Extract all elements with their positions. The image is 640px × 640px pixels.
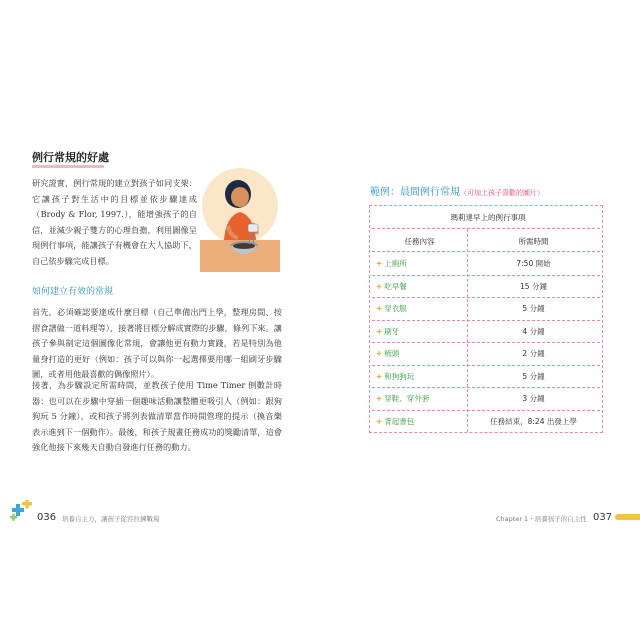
- time-cell: 3 分鐘: [522, 394, 545, 403]
- time-cell: 2 分鐘: [522, 349, 545, 358]
- task-label: 穿衣服: [384, 304, 407, 313]
- plus-icon: +: [376, 394, 383, 403]
- right-footer-chapter: Chapter 1・培養孩子的自主性: [496, 515, 587, 523]
- task-label: 穿鞋、穿外套: [384, 394, 430, 403]
- table-row: [372, 275, 600, 297]
- task-cell: [376, 258, 407, 269]
- left-page-number: 036: [37, 512, 57, 523]
- girl-mixing-bowl-illustration: [200, 166, 280, 274]
- time-cell: 7:50 開始: [516, 259, 551, 268]
- table-separator: [372, 228, 600, 229]
- plus-icon: +: [376, 349, 383, 358]
- column-header-task: 任務內容: [404, 237, 435, 246]
- task-label: 上廁所: [384, 259, 407, 268]
- plus-icon: +: [376, 326, 383, 336]
- task-label: 和狗狗玩: [384, 371, 415, 381]
- task-cell: [376, 303, 407, 314]
- footer-accent-bar: [615, 514, 640, 520]
- time-cell: 5 分鐘: [522, 304, 545, 313]
- example-subtitle: （可加上孩子喜歡的圖片）: [460, 189, 544, 197]
- task-label: 背起書包: [384, 416, 415, 426]
- plus-icon: +: [376, 304, 383, 313]
- table-row: [372, 342, 600, 364]
- right-page-number: 037: [593, 512, 613, 523]
- table-title: 瑪莉達早上的例行事項: [450, 213, 526, 222]
- intro-paragraph: 研究證實，例行常規的建立對孩子如同支架：它讓孩子對生活中的目標並依步驟達成（Brody & Flor, 1997.），能增強孩子的自信，並減少親子雙方的心理負擔，利用圖像呈現例行事項，能讓孩子有機會在大人協助下，自己依步驟完成目標。: [32, 178, 197, 266]
- section-title: 例行常規的好處: [32, 151, 109, 164]
- task-cell: [376, 393, 429, 404]
- subheading: 如何建立有效的常規: [32, 287, 114, 297]
- task-cell: [376, 348, 399, 359]
- table-row: [372, 365, 600, 387]
- plus-icon: +: [376, 371, 383, 381]
- task-cell: [376, 281, 407, 292]
- task-cell: [376, 326, 399, 337]
- example-title-text: 範例：晨間例行常規: [370, 187, 460, 198]
- table-row: [372, 252, 600, 274]
- section-title-underline: [32, 165, 104, 168]
- task-cell: [376, 371, 414, 382]
- left-footer-text: 培養自主力，讓孩子從容拉鍊戰場: [62, 515, 160, 523]
- plus-icon: +: [376, 416, 383, 426]
- table-row: [372, 410, 600, 432]
- table-row: [372, 320, 600, 342]
- time-cell: 4 分鐘: [522, 326, 545, 336]
- plus-cross-logo: [8, 500, 34, 526]
- task-label: 梳頭: [384, 349, 400, 358]
- time-cell: 任務結束，8:24 出發上學: [490, 416, 577, 426]
- plus-icon: +: [376, 281, 383, 291]
- paragraph-3: 接著，為步驟設定所需時間，並教孩子使用 Time Timer 倒數計時器：也可以在步驟中穿插一個趣味活動讓整體更吸引人（例如：跟狗狗玩 5 分鐘），或和孩子將列表做清單當作時間管理的提示（換音樂表示進到下一個動作）。最後，和孩子規畫任務成功的獎勵清單，這會強化他接下來幾天自動自發進行任務的動力。: [32, 380, 282, 452]
- task-cell: [376, 416, 414, 427]
- task-label: 刷牙: [384, 326, 400, 336]
- task-label: 吃早餐: [384, 281, 407, 291]
- paragraph-2: 首先，必須確認要達成什麼目標（自己準備出門上學，整理房間、按摺食譜做一道料理等），接著將目標分解成實際的步驟，條列下來。讓孩子參與制定這個圖像化常規，會讓他更有動力實踐，若是特別為他量身打造的更好（例如：孩子可以與你一起選擇要用哪一組刷牙步驟圖，或者用他最喜歡的偶像照片）。: [32, 307, 282, 379]
- time-cell: 15 分鐘: [520, 281, 547, 291]
- column-header-time: 所需時間: [518, 237, 549, 246]
- plus-icon: +: [376, 259, 383, 268]
- table-row: [372, 297, 600, 319]
- example-title: [370, 183, 544, 198]
- time-cell: 5 分鐘: [522, 371, 545, 381]
- table-row: [372, 387, 600, 409]
